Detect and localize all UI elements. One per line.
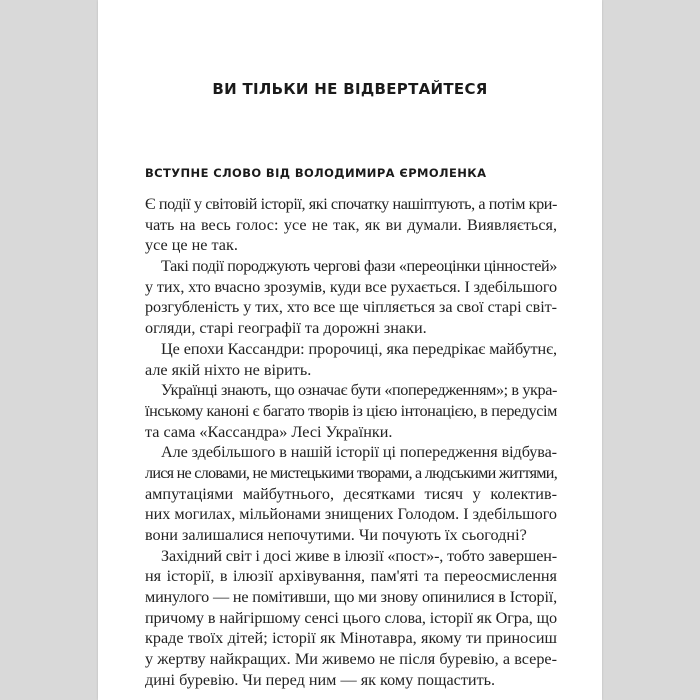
text-line: дині буревію. Чи перед ним — як кому пощастить. [145, 670, 496, 689]
text-line: Західний світ і досі живе в ілюзії «пост»-, тобто завершен- [161, 546, 557, 565]
text-line: краде твоїх дітей; історії як Мінотавра, якому ти приносиш [145, 629, 557, 648]
text-line: Це епохи Кассандри: пророчиці, яка передрікає майбутнє, [161, 339, 557, 358]
page-title: ВИ ТІЛЬКИ НЕ ВІДВЕРТАЙТЕСЯ [212, 80, 488, 98]
text-line: Є події у світовій історії, які спочатку нашіптують, а потім кри- [145, 195, 557, 213]
text-line: вони залишалися непочутими. Чи почують їх сьогодні? [145, 526, 527, 544]
text-line: Але здебільшого в нашій історії ці попередження відбува- [161, 443, 557, 462]
text-line: причому в найгіршому сенсі цього слова, історії як Огра, що [145, 608, 557, 627]
text-line: них могилах, мільйонами знищених Голодом. І здебільшого [145, 505, 557, 524]
text-line: розгубленість у тих, хто все ще чіпляється за свої старі світ- [145, 298, 557, 317]
text-line: ня історії, в ілюзії архівування, пам'яті та переосмислення [145, 567, 557, 586]
section-subtitle: ВСТУПНЕ СЛОВО ВІД ВОЛОДИМИРА ЄРМОЛЕНКА [145, 166, 487, 180]
text-line: усе це не так. [145, 236, 238, 255]
book-page [98, 0, 602, 700]
text-line: та сама «Кассандра» Лесі Українки. [145, 422, 393, 441]
text-line: минулого — не помітивши, що ми знову опинилися в Історії, [145, 588, 557, 607]
text-line: у жертву найкращих. Ми живемо не після буревію, а всере- [145, 650, 557, 669]
body-text [145, 194, 557, 691]
text-line: у тих, хто вчасно зрозумів, куди все рухається. І здебільшого [145, 277, 557, 296]
text-line: лися не словами, не мистецькими творами, а людськими життями, [145, 463, 557, 482]
text-line: ампутаціями майбутнього, десятками тисяч у колектив- [145, 484, 557, 503]
text-line: але якій ніхто не вірить. [145, 360, 312, 379]
text-line: огляди, старі географії та дорожні знаки. [145, 319, 427, 338]
text-line: чать на весь голос: усе не так, як ви думали. Виявляється, [145, 215, 557, 234]
text-line: Такі події породжують чергові фази «переоцінки цінностей» [161, 257, 557, 276]
text-line: їнському каноні є багато творів із цією інтонацією, в передусім [145, 401, 557, 420]
text-line: Українці знають, що означає бути «попередженням»; в укра- [161, 381, 557, 400]
